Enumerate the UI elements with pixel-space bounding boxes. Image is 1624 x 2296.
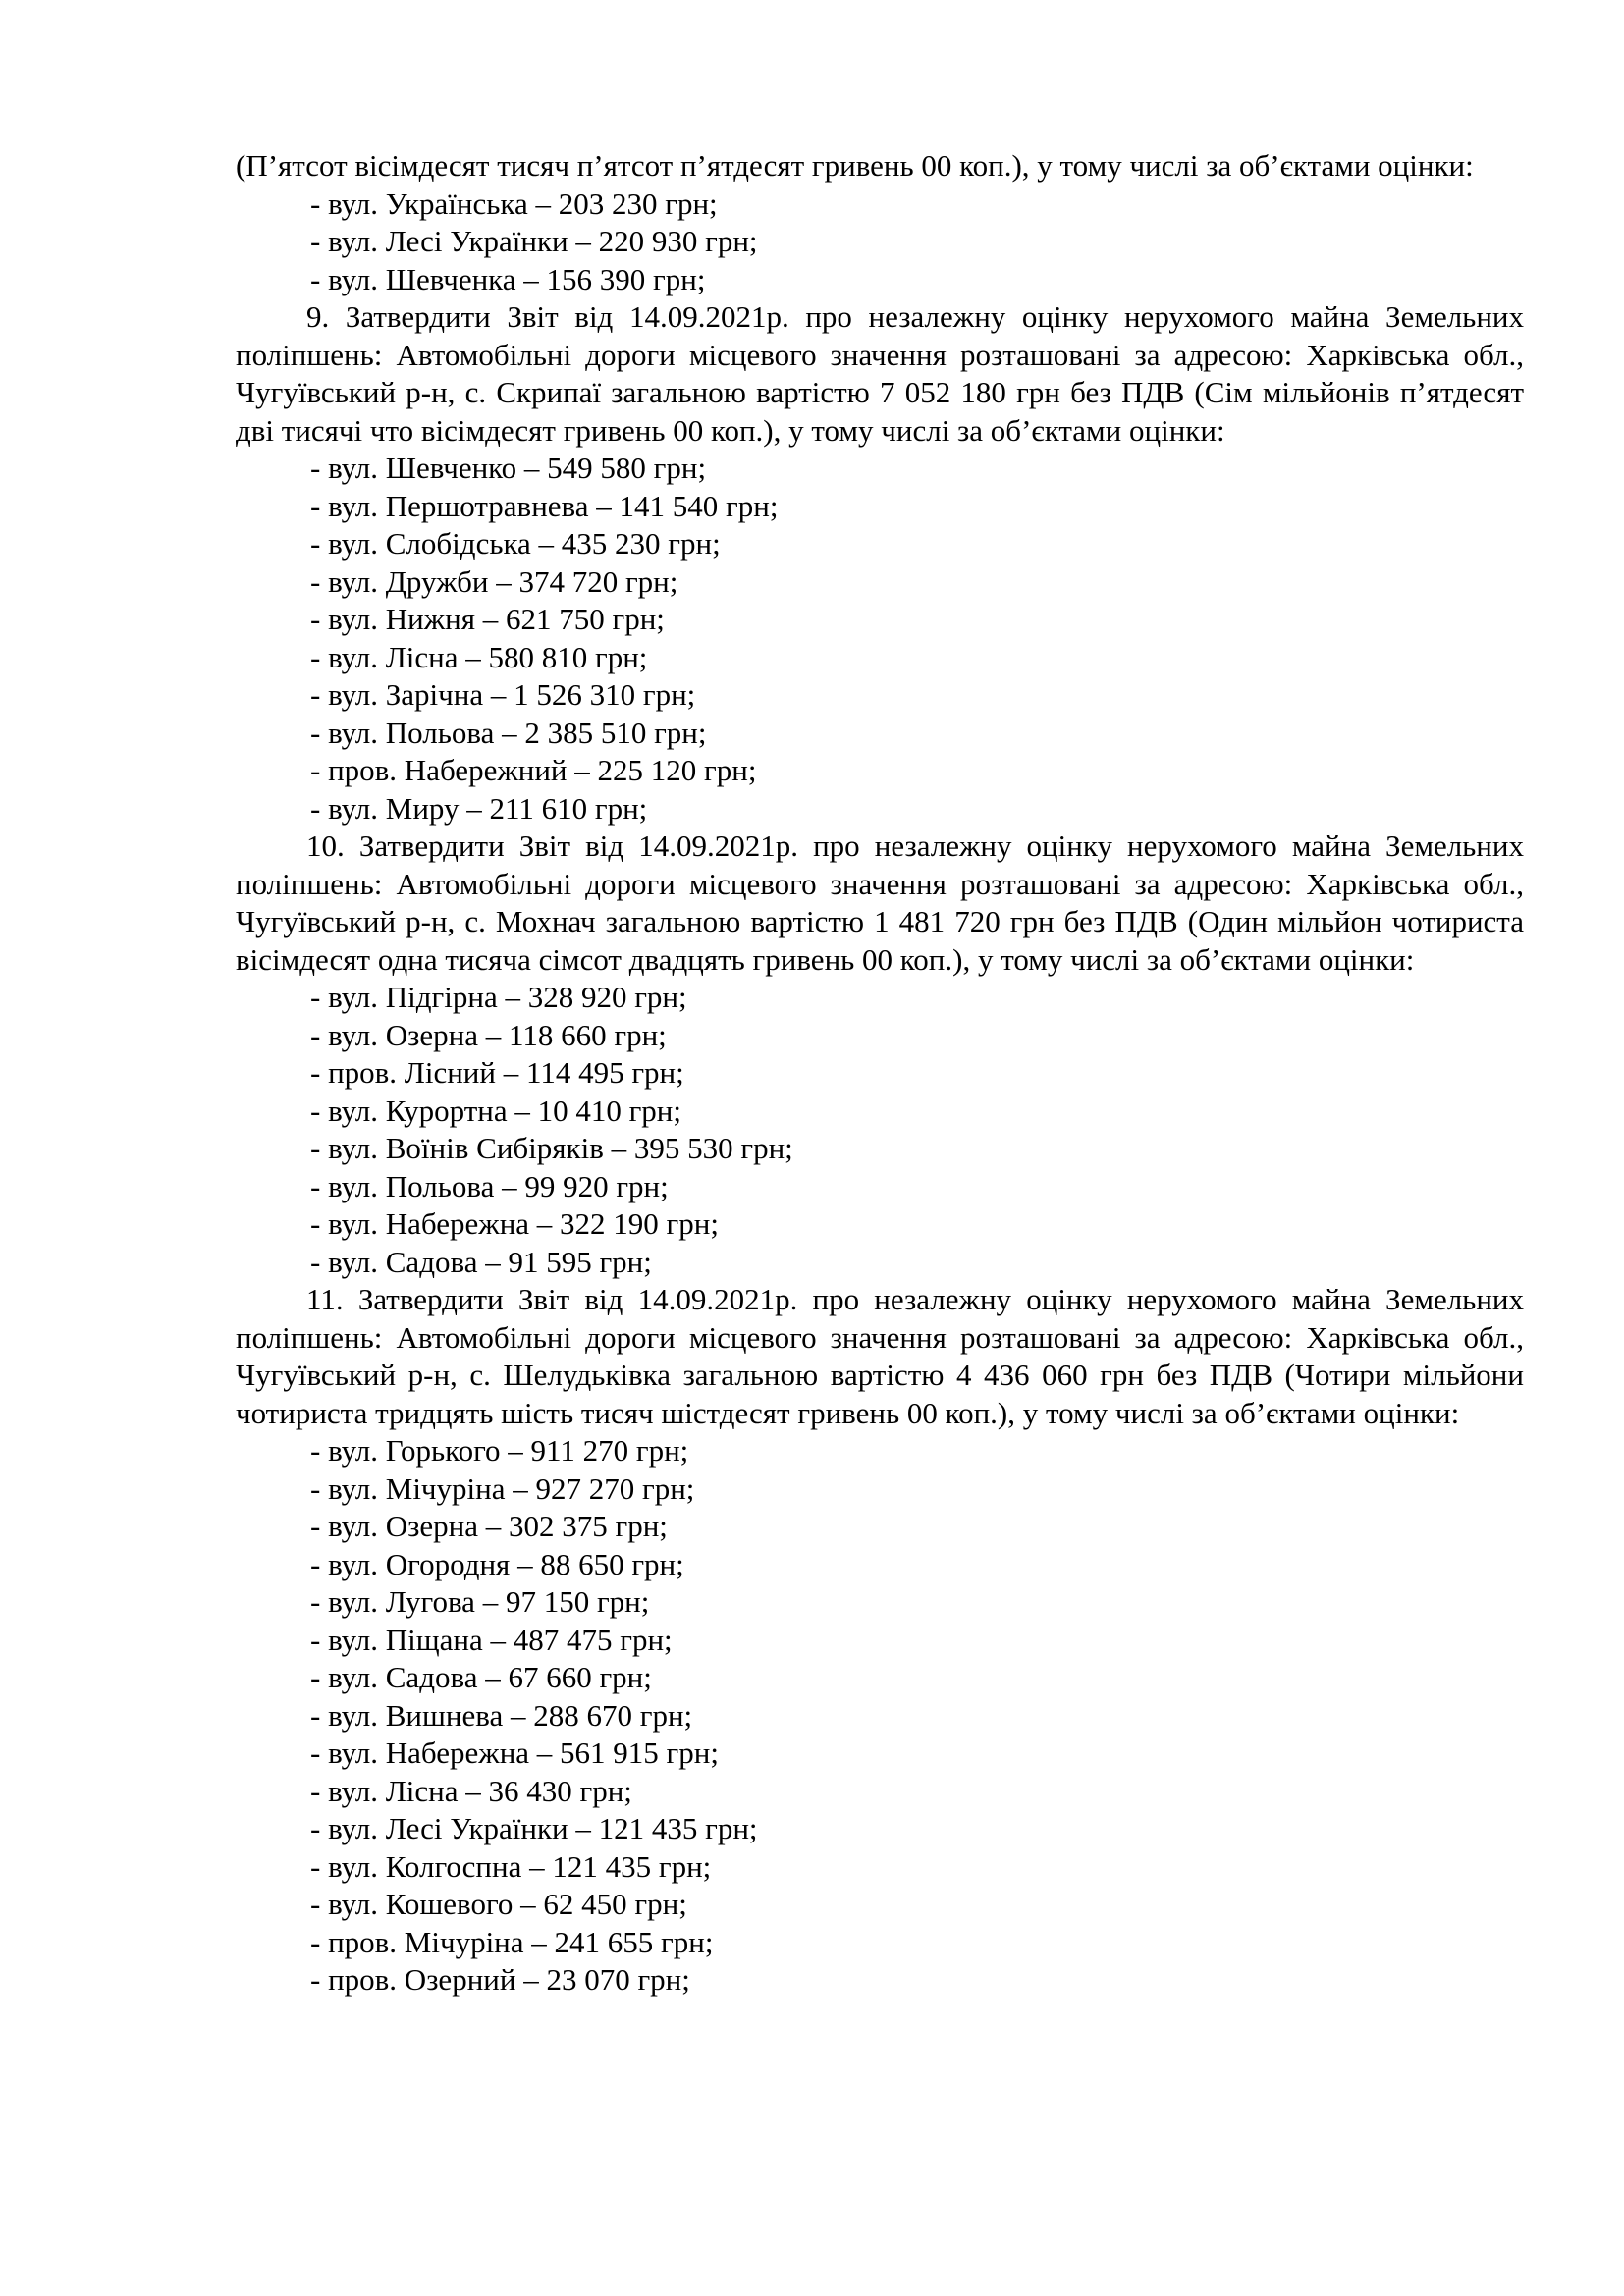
paragraph-item-11 — [236, 1281, 1524, 1432]
paragraph-item-10 — [236, 828, 1524, 979]
list-item: - вул. Миру – 211 610 грн; — [310, 790, 648, 826]
list-item: - вул. Лугова – 97 150 грн; — [310, 1584, 650, 1619]
list-item: - вул. Дружби – 374 720 грн; — [310, 563, 678, 599]
list-item: - вул. Нижня – 621 750 грн; — [310, 602, 665, 636]
list-item: - вул. Озерна – 118 660 грн; — [310, 1017, 667, 1052]
valuation-list — [236, 186, 1524, 299]
list-item: - вул. Кошевого – 62 450 грн; — [310, 1887, 687, 1921]
list-item: - пров. Лісний – 114 495 грн; — [310, 1055, 684, 1090]
list-item: - пров. Мічуріна – 241 655 грн; — [310, 1924, 714, 1959]
item-number: 9. — [306, 299, 330, 334]
list-item: - вул. Мічуріна – 927 270 грн; — [310, 1470, 695, 1506]
list-item: - вул. Воїнів Сибіряків – 395 530 грн; — [310, 1131, 793, 1165]
list-item: - вул. Лесі Українки – 220 930 грн; — [310, 224, 758, 258]
list-item: - вул. Курортна – 10 410 грн; — [310, 1093, 682, 1128]
item-number: 11. — [306, 1282, 344, 1316]
list-item: - вул. Шевченка – 156 390 грн; — [310, 261, 706, 296]
list-item: - вул. Набережна – 561 915 грн; — [310, 1735, 719, 1770]
paragraph-text: Затвердити Звіт від 14.09.2021р. про незалежну оцінку нерухомого майна Земельних поліпшень: Автомобільні дороги місцевого значення розташовані за адресою: Харківська обл., Чугуївський р-н, с. Скрипаї загальною вартістю 7 052 180 грн без ПДВ (Сім мільйонів п’ятдесят дві тисячі что вісімдесят гривень 00 коп.), у тому числі за об’єктами оцінки: — [236, 299, 1525, 448]
list-item: - вул. Колгоспна – 121 435 грн; — [310, 1848, 712, 1884]
item-number: 10. — [306, 828, 345, 863]
list-item: - вул. Польова – 99 920 грн; — [310, 1168, 669, 1203]
paragraph-text: Затвердити Звіт від 14.09.2021р. про незалежну оцінку нерухомого майна Земельних поліпшень: Автомобільні дороги місцевого значення розташовані за адресою: Харківська обл., Чугуївський р-н, с. Мохнач загальною вартістю 1 481 720 грн без ПДВ (Один мільйон чотириста вісімдесят одна тисяча сімсот двадцять гривень 00 коп.), у тому числі за об’єктами оцінки: — [236, 828, 1524, 977]
valuation-list — [236, 979, 1524, 1281]
list-item: - вул. Лісна – 36 430 грн; — [310, 1773, 632, 1808]
list-item: - вул. Підгірна – 328 920 грн; — [310, 980, 687, 1014]
list-item: - вул. Слобідська – 435 230 грн; — [310, 526, 721, 561]
list-item: - вул. Піщана – 487 475 грн; — [310, 1622, 673, 1657]
valuation-list — [236, 1432, 1524, 2000]
list-item: - вул. Садова – 91 595 грн; — [310, 1244, 652, 1279]
list-item: - вул. Лісна – 580 810 грн; — [310, 639, 648, 674]
list-item: - вул. Польова – 2 385 510 грн; — [310, 715, 707, 750]
list-item: - вул. Зарічна – 1 526 310 грн; — [310, 677, 696, 712]
paragraph-text: Затвердити Звіт від 14.09.2021р. про незалежну оцінку нерухомого майна Земельних поліпшень: Автомобільні дороги місцевого значення розташовані за адресою: Харківська обл., Чугуївський р-н, с. Шелудьківка загальною вартістю 4 436 060 грн без ПДВ (Чотири мільйони чотириста тридцять шість тисяч шістдесят гривень 00 коп.), у тому числі за об’єктами оцінки: — [236, 1282, 1525, 1430]
paragraph-continuation — [236, 147, 1524, 186]
list-item: - вул. Вишнева – 288 670 грн; — [310, 1697, 693, 1733]
valuation-list — [236, 450, 1524, 828]
list-item: - пров. Набережний – 225 120 грн; — [310, 753, 757, 787]
list-item: - вул. Лесі Українки – 121 435 грн; — [310, 1811, 758, 1845]
list-item: - вул. Горького – 911 270 грн; — [310, 1433, 689, 1468]
list-item: - вул. Шевченко – 549 580 грн; — [310, 451, 707, 485]
list-item: - вул. Огородня – 88 650 грн; — [310, 1546, 684, 1581]
paragraph-text: (П’ятсот вісімдесят тисяч п’ятсот п’ятдесят гривень 00 коп.), у тому числі за об’єктами оцінки: — [236, 148, 1474, 183]
list-item: - вул. Українська – 203 230 грн; — [310, 186, 718, 221]
document-page — [236, 147, 1524, 2000]
list-item: - вул. Набережна – 322 190 грн; — [310, 1206, 719, 1241]
list-item: - пров. Озерний – 23 070 грн; — [310, 1962, 690, 1997]
list-item: - вул. Озерна – 302 375 грн; — [310, 1509, 668, 1543]
list-item: - вул. Першотравнева – 141 540 грн; — [310, 488, 779, 523]
paragraph-item-9 — [236, 298, 1524, 450]
list-item: - вул. Садова – 67 660 грн; — [310, 1660, 652, 1694]
